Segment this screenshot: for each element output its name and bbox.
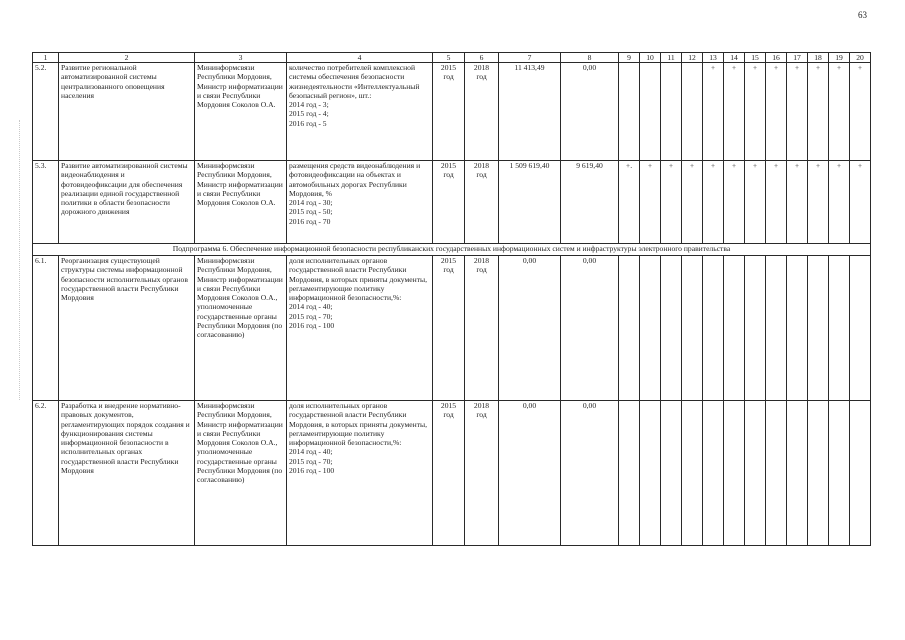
period-mark: + [766,161,787,244]
period-mark: + [787,63,808,161]
funding-amount-2: 0,00 [561,256,619,401]
period-cell [787,401,808,546]
period-mark [619,63,640,161]
indicator-text: доля исполнительных органов государственной власти Республики Мордовия, в которых приняты документы, регламентирующие политику информационной безопасности,%: 2014 год - 40; 2015 год - 70; 2016 год - 100 [289,256,428,330]
period-cell [829,401,850,546]
start-year-text: 2015 год [440,401,457,420]
indicator [287,161,433,244]
end-year [465,256,499,401]
period-mark: + [829,63,850,161]
period-cell [703,401,724,546]
table-row [33,256,871,401]
header-cell: 7 [499,53,561,63]
header-cell: 14 [724,53,745,63]
header-cell: 13 [703,53,724,63]
header-row [33,53,871,63]
period-cell [850,256,871,401]
header-cell: 15 [745,53,766,63]
header-cell: 16 [766,53,787,63]
header-cell: 11 [661,53,682,63]
period-mark: + [640,161,661,244]
period-cell [640,401,661,546]
period-cell [619,256,640,401]
period-mark: + [766,63,787,161]
period-cell [682,256,703,401]
period-mark [640,63,661,161]
start-year [433,161,465,244]
period-cell [661,256,682,401]
indicator [287,63,433,161]
period-mark: + [724,63,745,161]
end-year-text: 2018 год [473,401,490,420]
indicator-text: доля исполнительных органов государственной власти Республики Мордовия, в которых приняты документы, регламентирующие политику информационной безопасности,%: 2014 год - 40; 2015 год - 70; 2016 год - 100 [289,401,428,475]
executor: Мининформсвязи Республики Мордовия, Министр информатизации и связи Республики Мордовия Соколов О.А. [195,161,287,244]
period-cell [640,256,661,401]
indicator [287,256,433,401]
measure-name: Реорганизация существующей структуры системы информационной безопасности исполнительных органов государственной власти Республики Мордовия [59,256,195,401]
end-year-text: 2018 год [473,63,490,82]
period-mark: + [745,63,766,161]
indicator [287,401,433,546]
row-number: 5.2. [33,63,59,161]
header-cell: 5 [433,53,465,63]
funding-amount-2: 9 619,40 [561,161,619,244]
row-number: 6.1. [33,256,59,401]
end-year [465,401,499,546]
period-cell [619,401,640,546]
period-mark: + [850,161,871,244]
page-number: 63 [858,10,867,20]
period-cell [724,256,745,401]
executor: Мининформсвязи Республики Мордовия, Министр информатизации и связи Республики Мордовия Соколов О.А., уполномоченные государственные органы Республики Мордовия (по согласованию) [195,256,287,401]
header-cell: 6 [465,53,499,63]
end-year [465,63,499,161]
period-mark: + [808,161,829,244]
period-mark: +. [619,161,640,244]
row-number: 6.2. [33,401,59,546]
funding-amount: 0,00 [499,401,561,546]
row-number: 5.3. [33,161,59,244]
header-cell: 2 [59,53,195,63]
header-cell: 10 [640,53,661,63]
end-year-text: 2018 год [473,161,490,180]
header-cell: 19 [829,53,850,63]
indicator-text: размещения средств видеонаблюдения и фотовидеофиксации на объектах и автомобильных дорогах Республики Мордовия, % 2014 год - 30; 2015 год - 50; 2016 год - 70 [289,161,421,226]
period-mark: + [850,63,871,161]
measure-name: Развитие автоматизированной системы видеонаблюдения и фотовидеофиксации для обеспечения реализации единой государственной политики в области безопасности дорожного движения [59,161,195,244]
funding-amount-2: 0,00 [561,401,619,546]
period-cell [682,401,703,546]
header-cell: 20 [850,53,871,63]
header-cell: 3 [195,53,287,63]
period-mark: + [829,161,850,244]
header-cell: 4 [287,53,433,63]
start-year-text: 2015 год [440,63,457,82]
program-table [32,52,871,546]
executor: Мининформсвязи Республики Мордовия, Министр информатизации и связи Республики Мордовия Соколов О.А. [195,63,287,161]
period-cell [766,401,787,546]
period-cell [724,401,745,546]
funding-amount-2: 0,00 [561,63,619,161]
period-cell [829,256,850,401]
start-year [433,256,465,401]
start-year-text: 2015 год [440,256,457,275]
start-year [433,63,465,161]
period-cell [808,256,829,401]
header-cell: 1 [33,53,59,63]
period-cell [745,256,766,401]
table-row [33,401,871,546]
period-cell [703,256,724,401]
period-cell [745,401,766,546]
start-year-text: 2015 год [440,161,457,180]
funding-amount: 1 509 619,40 [499,161,561,244]
period-cell [850,401,871,546]
subprogram-title: Подпрограмма 6. Обеспечение информационной безопасности республиканских государственных информационных систем и инфраструктуры электронного правительства [33,244,871,256]
period-mark: + [661,161,682,244]
header-cell: 9 [619,53,640,63]
period-mark: + [745,161,766,244]
end-year [465,161,499,244]
period-mark: + [703,161,724,244]
period-mark [661,63,682,161]
end-year-text: 2018 год [473,256,490,275]
funding-amount: 11 413,49 [499,63,561,161]
header-cell: 18 [808,53,829,63]
header-cell: 8 [561,53,619,63]
period-cell [787,256,808,401]
period-cell [766,256,787,401]
scan-artifact [19,120,21,400]
measure-name: Развитие региональной автоматизированной системы централизованного оповещения населения [59,63,195,161]
period-mark: + [703,63,724,161]
period-mark: + [808,63,829,161]
period-cell [661,401,682,546]
subprogram-row [33,244,871,256]
measure-name: Разработка и внедрение нормативно-правовых документов, регламентирующих порядок создания и функционирования системы информационной безопасности в исполнительных органах государственной власти Республики Мордовия [59,401,195,546]
header-cell: 17 [787,53,808,63]
indicator-text: количество потребителей комплексной системы обеспечения безопасности жизнедеятельности «Интеллектуальный безопасный регион», шт.: 2014 год - 3; 2015 год - 4; 2016 год - 5 [289,63,420,128]
period-cell [808,401,829,546]
period-mark: + [724,161,745,244]
executor: Мининформсвязи Республики Мордовия, Министр информатизации и связи Республики Мордовия Соколов О.А., уполномоченные государственные органы Республики Мордовия (по согласованию) [195,401,287,546]
funding-amount: 0,00 [499,256,561,401]
table-row [33,161,871,244]
start-year [433,401,465,546]
period-mark: + [787,161,808,244]
period-mark: + [682,161,703,244]
table-row [33,63,871,161]
header-cell: 12 [682,53,703,63]
period-mark [682,63,703,161]
